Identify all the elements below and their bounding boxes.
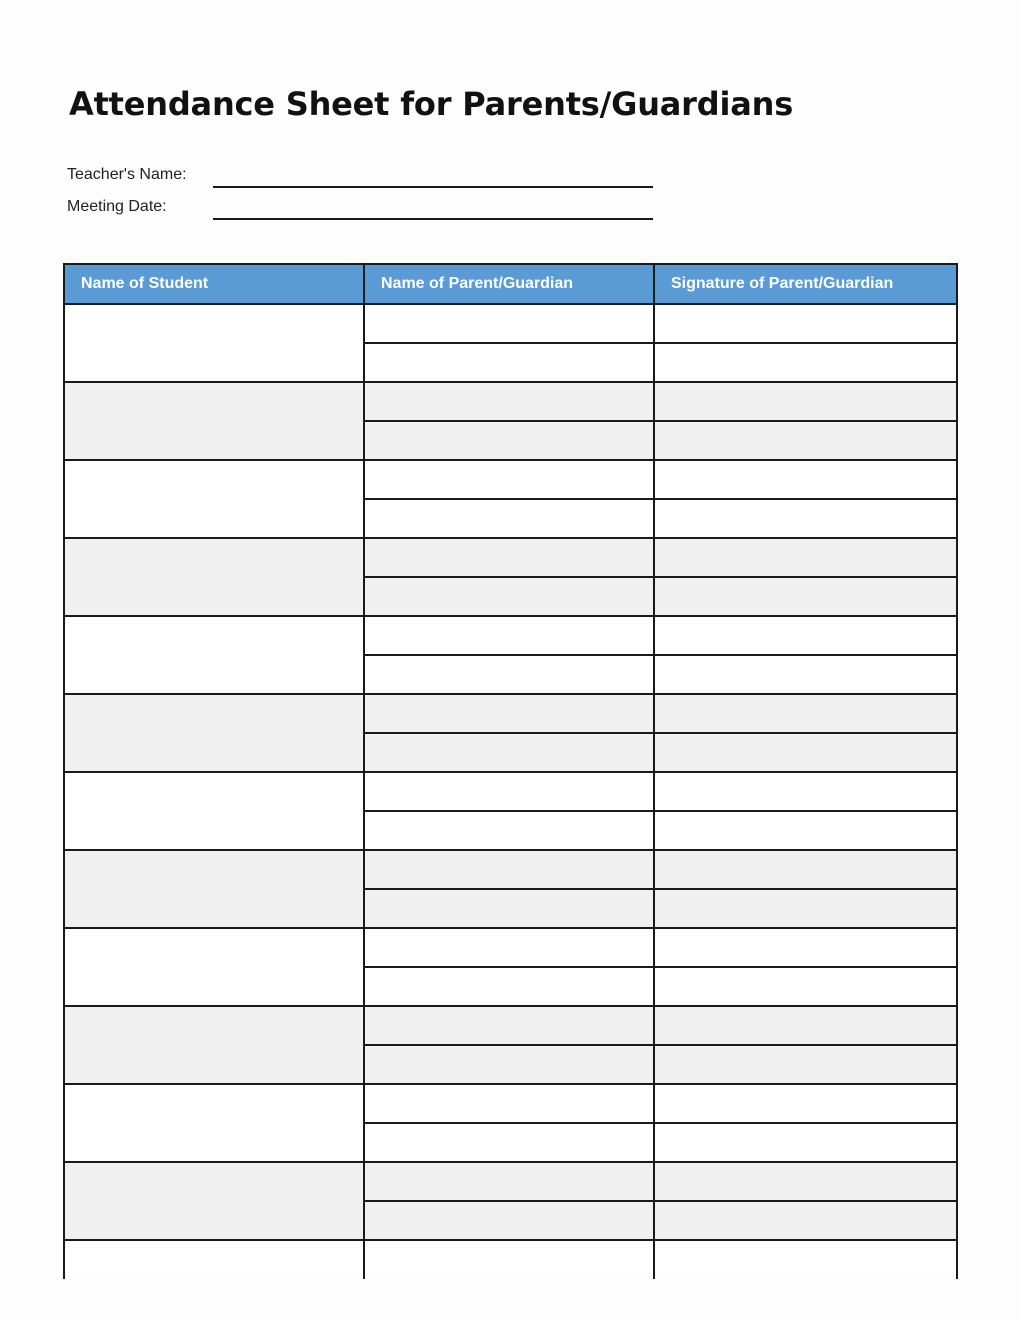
student-name-cell[interactable] — [64, 1240, 364, 1279]
signature-cell[interactable] — [654, 811, 957, 850]
parent-name-cell[interactable] — [364, 577, 654, 616]
table-row — [64, 772, 957, 811]
signature-cell[interactable] — [654, 382, 957, 421]
parent-name-cell[interactable] — [364, 460, 654, 499]
signature-cell[interactable] — [654, 1162, 957, 1201]
table-row — [64, 382, 957, 421]
student-name-cell[interactable] — [64, 1162, 364, 1240]
signature-cell[interactable] — [654, 538, 957, 577]
table-row — [64, 1084, 957, 1123]
parent-name-cell[interactable] — [364, 616, 654, 655]
signature-cell[interactable] — [654, 694, 957, 733]
student-name-cell[interactable] — [64, 1084, 364, 1162]
parent-name-cell[interactable] — [364, 850, 654, 889]
signature-cell[interactable] — [654, 733, 957, 772]
parent-name-cell[interactable] — [364, 382, 654, 421]
parent-name-cell[interactable] — [364, 421, 654, 460]
signature-cell[interactable] — [654, 1123, 957, 1162]
signature-cell[interactable] — [654, 304, 957, 343]
table-row — [64, 304, 957, 343]
signature-cell[interactable] — [654, 1240, 957, 1279]
parent-name-cell[interactable] — [364, 1162, 654, 1201]
parent-name-cell[interactable] — [364, 1084, 654, 1123]
parent-name-cell[interactable] — [364, 733, 654, 772]
table-row — [64, 850, 957, 889]
signature-cell[interactable] — [654, 499, 957, 538]
signature-cell[interactable] — [654, 967, 957, 1006]
student-name-cell[interactable] — [64, 1006, 364, 1084]
student-name-cell[interactable] — [64, 382, 364, 460]
parent-name-cell[interactable] — [364, 499, 654, 538]
signature-cell[interactable] — [654, 850, 957, 889]
table-row — [64, 616, 957, 655]
parent-name-cell[interactable] — [364, 1240, 654, 1279]
student-name-cell[interactable] — [64, 460, 364, 538]
parent-name-cell[interactable] — [364, 1123, 654, 1162]
table-row — [64, 928, 957, 967]
signature-cell[interactable] — [654, 772, 957, 811]
table-row — [64, 538, 957, 577]
signature-cell[interactable] — [654, 889, 957, 928]
page-title: Attendance Sheet for Parents/Guardians — [69, 85, 794, 123]
signature-cell[interactable] — [654, 928, 957, 967]
parent-name-cell[interactable] — [364, 928, 654, 967]
parent-name-cell[interactable] — [364, 889, 654, 928]
parent-name-cell[interactable] — [364, 967, 654, 1006]
meeting-date-label: Meeting Date: — [67, 198, 167, 215]
table-row — [64, 1240, 957, 1279]
table-row — [64, 694, 957, 733]
meeting-date-field[interactable] — [213, 218, 653, 220]
table-header-row — [64, 264, 957, 304]
header-student-name: Name of Student — [64, 264, 364, 304]
parent-name-cell[interactable] — [364, 655, 654, 694]
signature-cell[interactable] — [654, 616, 957, 655]
table-row — [64, 460, 957, 499]
student-name-cell[interactable] — [64, 304, 364, 382]
student-name-cell[interactable] — [64, 694, 364, 772]
student-name-cell[interactable] — [64, 772, 364, 850]
signature-cell[interactable] — [654, 655, 957, 694]
parent-name-cell[interactable] — [364, 304, 654, 343]
student-name-cell[interactable] — [64, 850, 364, 928]
table-row — [64, 1006, 957, 1045]
parent-name-cell[interactable] — [364, 1201, 654, 1240]
signature-cell[interactable] — [654, 577, 957, 616]
header-parent-name: Name of Parent/Guardian — [364, 264, 654, 304]
signature-cell[interactable] — [654, 460, 957, 499]
parent-name-cell[interactable] — [364, 811, 654, 850]
teacher-name-field[interactable] — [213, 186, 653, 188]
signature-cell[interactable] — [654, 1045, 957, 1084]
header-parent-signature: Signature of Parent/Guardian — [654, 264, 957, 304]
student-name-cell[interactable] — [64, 616, 364, 694]
table-row — [64, 1162, 957, 1201]
parent-name-cell[interactable] — [364, 343, 654, 382]
signature-cell[interactable] — [654, 1201, 957, 1240]
teacher-name-label: Teacher's Name: — [67, 166, 187, 183]
signature-cell[interactable] — [654, 1084, 957, 1123]
parent-name-cell[interactable] — [364, 1045, 654, 1084]
table-body — [64, 304, 957, 1279]
student-name-cell[interactable] — [64, 928, 364, 1006]
parent-name-cell[interactable] — [364, 1006, 654, 1045]
signature-cell[interactable] — [654, 421, 957, 460]
parent-name-cell[interactable] — [364, 694, 654, 733]
signature-cell[interactable] — [654, 1006, 957, 1045]
signature-cell[interactable] — [654, 343, 957, 382]
parent-name-cell[interactable] — [364, 772, 654, 811]
attendance-table — [63, 263, 958, 1279]
parent-name-cell[interactable] — [364, 538, 654, 577]
student-name-cell[interactable] — [64, 538, 364, 616]
